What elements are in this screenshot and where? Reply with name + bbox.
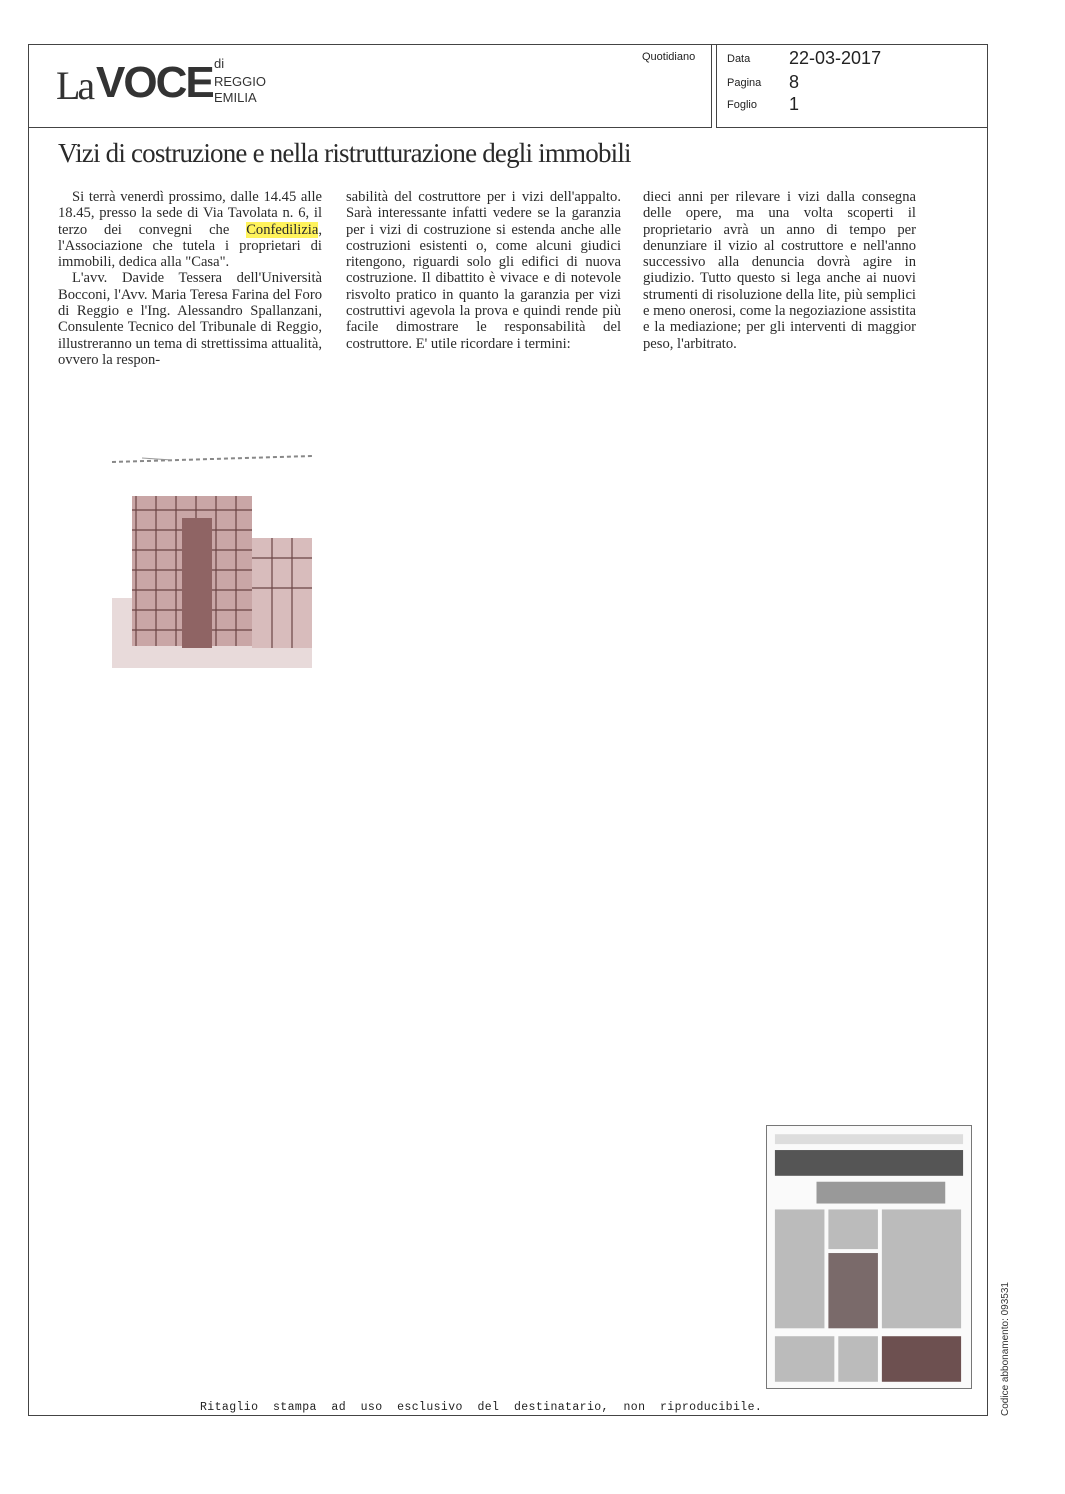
meta-value-pagina: 8 — [789, 72, 800, 92]
article-paragraph: sabilità del costruttore per i vizi dell'appalto. Sarà interessante infatti vedere se la garanzia per i vizi di costruzione si estenda anche alle costruzioni esistenti o, come alcuni giudici ritengono, riguardi solo gli edifici di nuova costruzione. Il dibattito è vivace e di notevole risvolto pratico in quanto la garanzia per vizi costruttivi agevola la prova e quindi rende più facile dimostrare le responsabilità del costruttore. E' utile ricordare i termini: — [346, 189, 621, 352]
paragraph-text: Si terrà venerdì prossimo, dalle 14.45 alle 18.45, presso la sede di Via Tavolata n. 6, il terzo dei convegni che — [58, 189, 322, 238]
article-column-1 — [58, 189, 322, 368]
page-thumbnail — [766, 1125, 972, 1389]
meta-value-foglio: 1 — [789, 94, 800, 114]
logo-reggio: REGGIO — [214, 74, 267, 89]
meta-label-data: Data — [727, 53, 751, 65]
subscription-code: Codice abbonamento: 093531 — [1000, 1282, 1011, 1416]
article-column-3 — [643, 189, 916, 352]
meta-label-foglio: Foglio — [727, 99, 757, 111]
article-title: Vizi di costruzione e nella ristrutturazione degli immobili — [58, 138, 631, 168]
article-paragraph — [58, 189, 322, 270]
paragraph-text: , l'Associazione che tutela i proprietari di immobili, dedica alla "Casa". — [58, 221, 322, 271]
logo-voce: VOCE — [96, 58, 213, 107]
footer-note: Ritaglio stampa ad uso esclusivo del destinatario, non riproducibile. — [200, 1401, 763, 1414]
article-paragraph: dieci anni per rilevare i vizi dalla consegna delle opere, ma una volta scoperti il proprietario avrà un anno di tempo per denunziare il vizio al costruttore e nell'anno successivo alla denuncia dovrà agire in giudizio. Tutto questo si lega anche ai nuovi strumenti di risoluzione della lite, più semplici e meno onerosi, come la negoziazione assistita e la mediazione; per gli interventi di maggior peso, l'arbitrato. — [643, 189, 916, 352]
highlighted-term: Confedilizia — [246, 221, 319, 238]
logo-la: La — [56, 63, 93, 108]
publication-type: Quotidiano — [642, 51, 696, 63]
construction-photo — [112, 448, 312, 668]
meta-value-data: 22-03-2017 — [789, 48, 882, 68]
article-paragraph: L'avv. Davide Tessera dell'Università Bocconi, l'Avv. Maria Teresa Farina del Foro di Reggio e l'Ing. Alessandro Spallanzani, Consulente Tecnico del Tribunale di Reggio, illustreranno un tema di strettissima attualità, ovvero la respon- — [58, 270, 322, 368]
meta-label-pagina: Pagina — [727, 77, 762, 89]
logo-emilia: EMILIA — [214, 90, 257, 105]
article-column-2 — [346, 189, 621, 352]
logo-di: di — [214, 56, 225, 71]
